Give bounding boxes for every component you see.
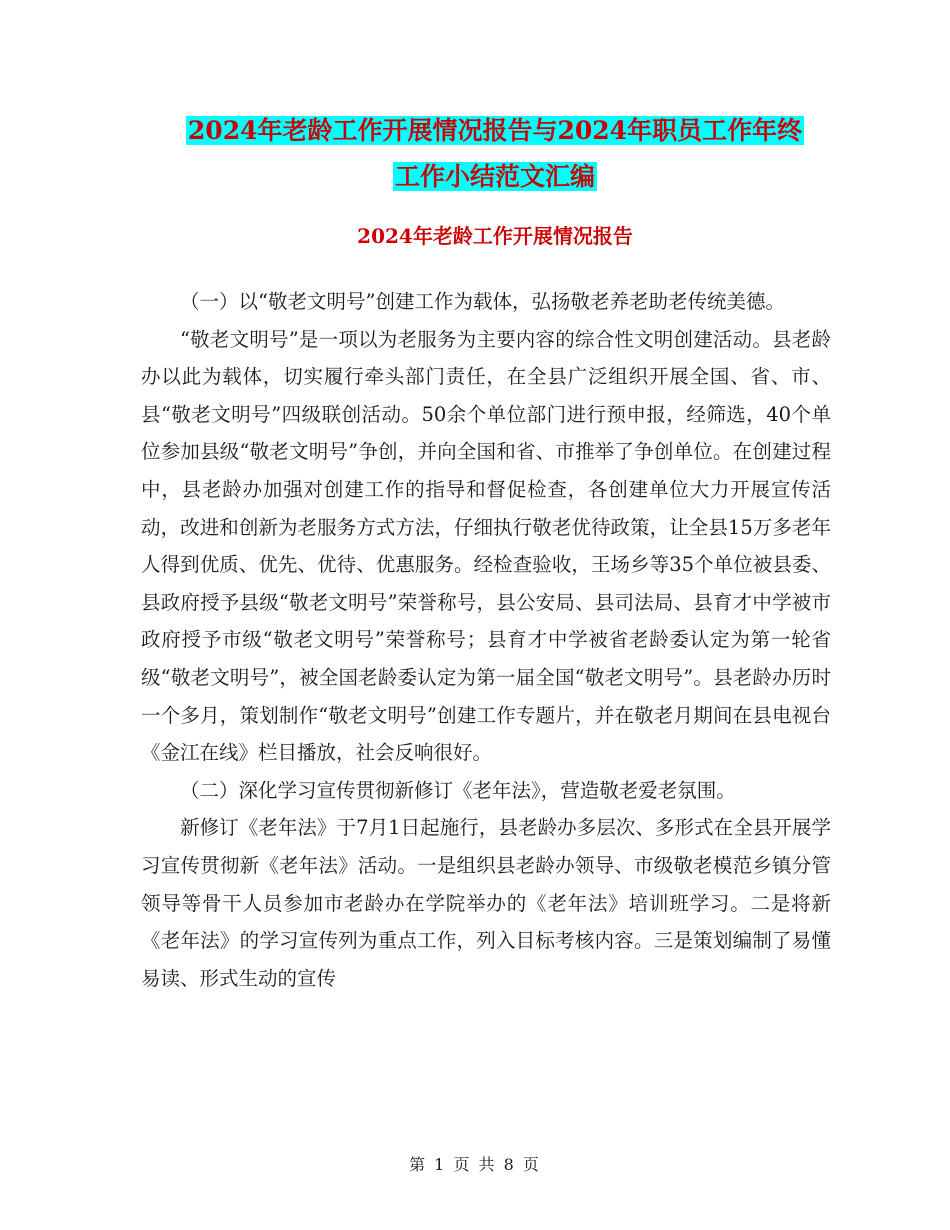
paragraph-4: 新修订《老年法》于7月1日起施行，县老龄办多层次、多形式在全县开展学习宣传贯彻新《老年法》活动。一是组织县老龄办领导、市级敬老模范乡镇分管领导等骨干人员参加市老龄办在学院举办的《老年法》培训班学习。二是将新《老年法》的学习宣传列为重点工作，列入目标考核内容。三是策划编制了易懂易读、形式生动的宣传 (141, 816, 831, 990)
paragraph-2: “敬老文明号”是一项以为老服务为主要内容的综合性文明创建活动。县老龄办以此为载体，切实履行牵头部门责任，在全县广泛组织开展全国、省、市、县“敬老文明号”四级联创活动。50余个单位部门进行预申报，经筛选，40个单位参加县级“敬老文明号”争创，并向全国和省、市推举了争创单位。在创建过程中，县老龄办加强对创建工作的指导和督促检查，各创建单位大力开展宣传活动，改进和创新为老服务方式方法，仔细执行敬老优待政策，让全县15万多老年人得到优质、优先、优待、优惠服务。经检查验收，王场乡等35个单位被县委、县政府授予县级“敬老文明号”荣誉称号，县公安局、县司法局、县育才中学被市政府授予市级“敬老文明号”荣誉称号；县育才中学被省老龄委认定为第一轮省级“敬老文明号”，被全国老龄委认定为第一届全国“敬老文明号”。县老龄办历时一个多月，策划制作“敬老文明号”创建工作专题片，并在敬老月期间在县电视台《金江在线》栏目播放，社会反响很好。 (141, 327, 831, 765)
title-line-1-text: 2024年老龄工作开展情况报告与2024年职员工作年终 (187, 116, 803, 145)
paragraph-3: （二）深化学习宣传贯彻新修订《老年法》，营造敬老爱老氛围。 (180, 778, 736, 802)
body-text (141, 283, 831, 997)
paragraph-1: （一）以“敬老文明号”创建工作为载体，弘扬敬老养老助老传统美德。 (180, 290, 785, 313)
title-line-2 (120, 154, 870, 200)
page-footer: 第 1 页 共 8 页 (409, 1155, 541, 1174)
title-line-2-text: 工作小结范文汇编 (394, 162, 595, 191)
document-title (120, 108, 870, 200)
title-line-1 (120, 108, 870, 154)
section-title: 2024年老龄工作开展情况报告 (357, 224, 633, 248)
